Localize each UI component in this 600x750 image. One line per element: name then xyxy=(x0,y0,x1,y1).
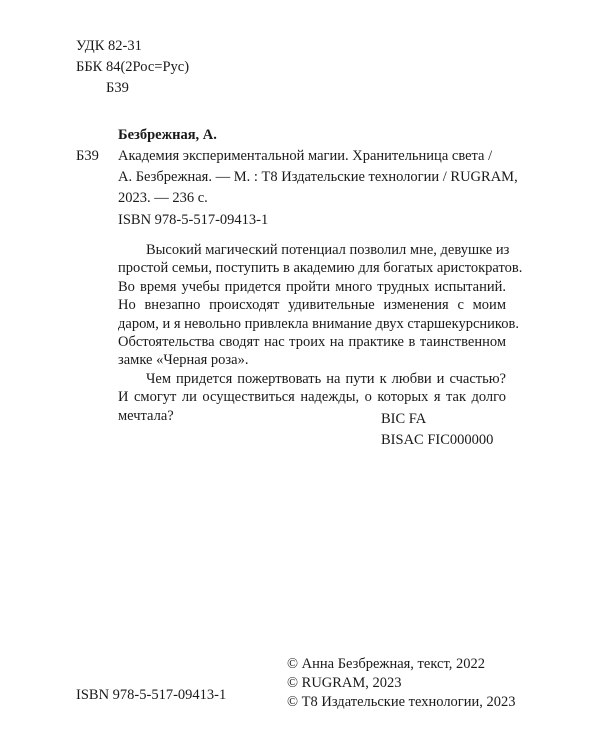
bbk-code: ББК 84(2Рос=Рус) xyxy=(76,59,190,75)
annotation-line: Но внезапно происходят удивительные изменения с моим xyxy=(118,297,506,314)
bic-code: BIC FA xyxy=(381,411,427,427)
annotation-line: Чем придется пожертвовать на пути к любви и счастью? xyxy=(146,370,506,387)
annotation-line: Высокий магический потенциал позволил мне, девушке из xyxy=(146,242,510,258)
catalog-description-line: 2023. — 236 с. xyxy=(118,190,208,206)
copyright-line: © Т8 Издательские технологии, 2023 xyxy=(287,694,516,710)
annotation-line: И смогут ли осуществиться надежды, о которых я так долго xyxy=(118,389,506,406)
annotation xyxy=(118,241,523,425)
catalog-author: Безбрежная, А. xyxy=(118,127,217,143)
annotation-line: простой семьи, поступить в академию для богатых аристократов. xyxy=(118,260,523,277)
author-sign: Б39 xyxy=(106,80,129,96)
annotation-line: даром, и я невольно привлекла внимание двух старшекурсников. xyxy=(118,315,519,332)
annotation-line: Во время учебы придется пройти много трудных испытаний. xyxy=(118,278,506,295)
catalog-side-sign: Б39 xyxy=(76,148,99,164)
bisac-code: BISAC FIC000000 xyxy=(381,432,494,448)
copyright-line: © RUGRAM, 2023 xyxy=(287,675,402,691)
annotation-line: замке «Черная роза». xyxy=(118,352,249,369)
footer-isbn: ISBN 978-5-517-09413-1 xyxy=(76,687,227,703)
catalog-description-line: А. Безбрежная. — М. : Т8 Издательские технологии / RUGRAM, xyxy=(118,169,518,185)
udk-code: УДК 82-31 xyxy=(76,38,142,54)
annotation-line: мечтала? xyxy=(118,407,174,424)
copyright-line: © Анна Безбрежная, текст, 2022 xyxy=(287,656,485,672)
annotation-line: Обстоятельства сводят нас троих на практике в таинственном xyxy=(118,334,506,351)
catalog-isbn: ISBN 978-5-517-09413-1 xyxy=(118,212,269,228)
catalog-description-line: Академия экспериментальной магии. Хранительница света / xyxy=(118,148,493,164)
